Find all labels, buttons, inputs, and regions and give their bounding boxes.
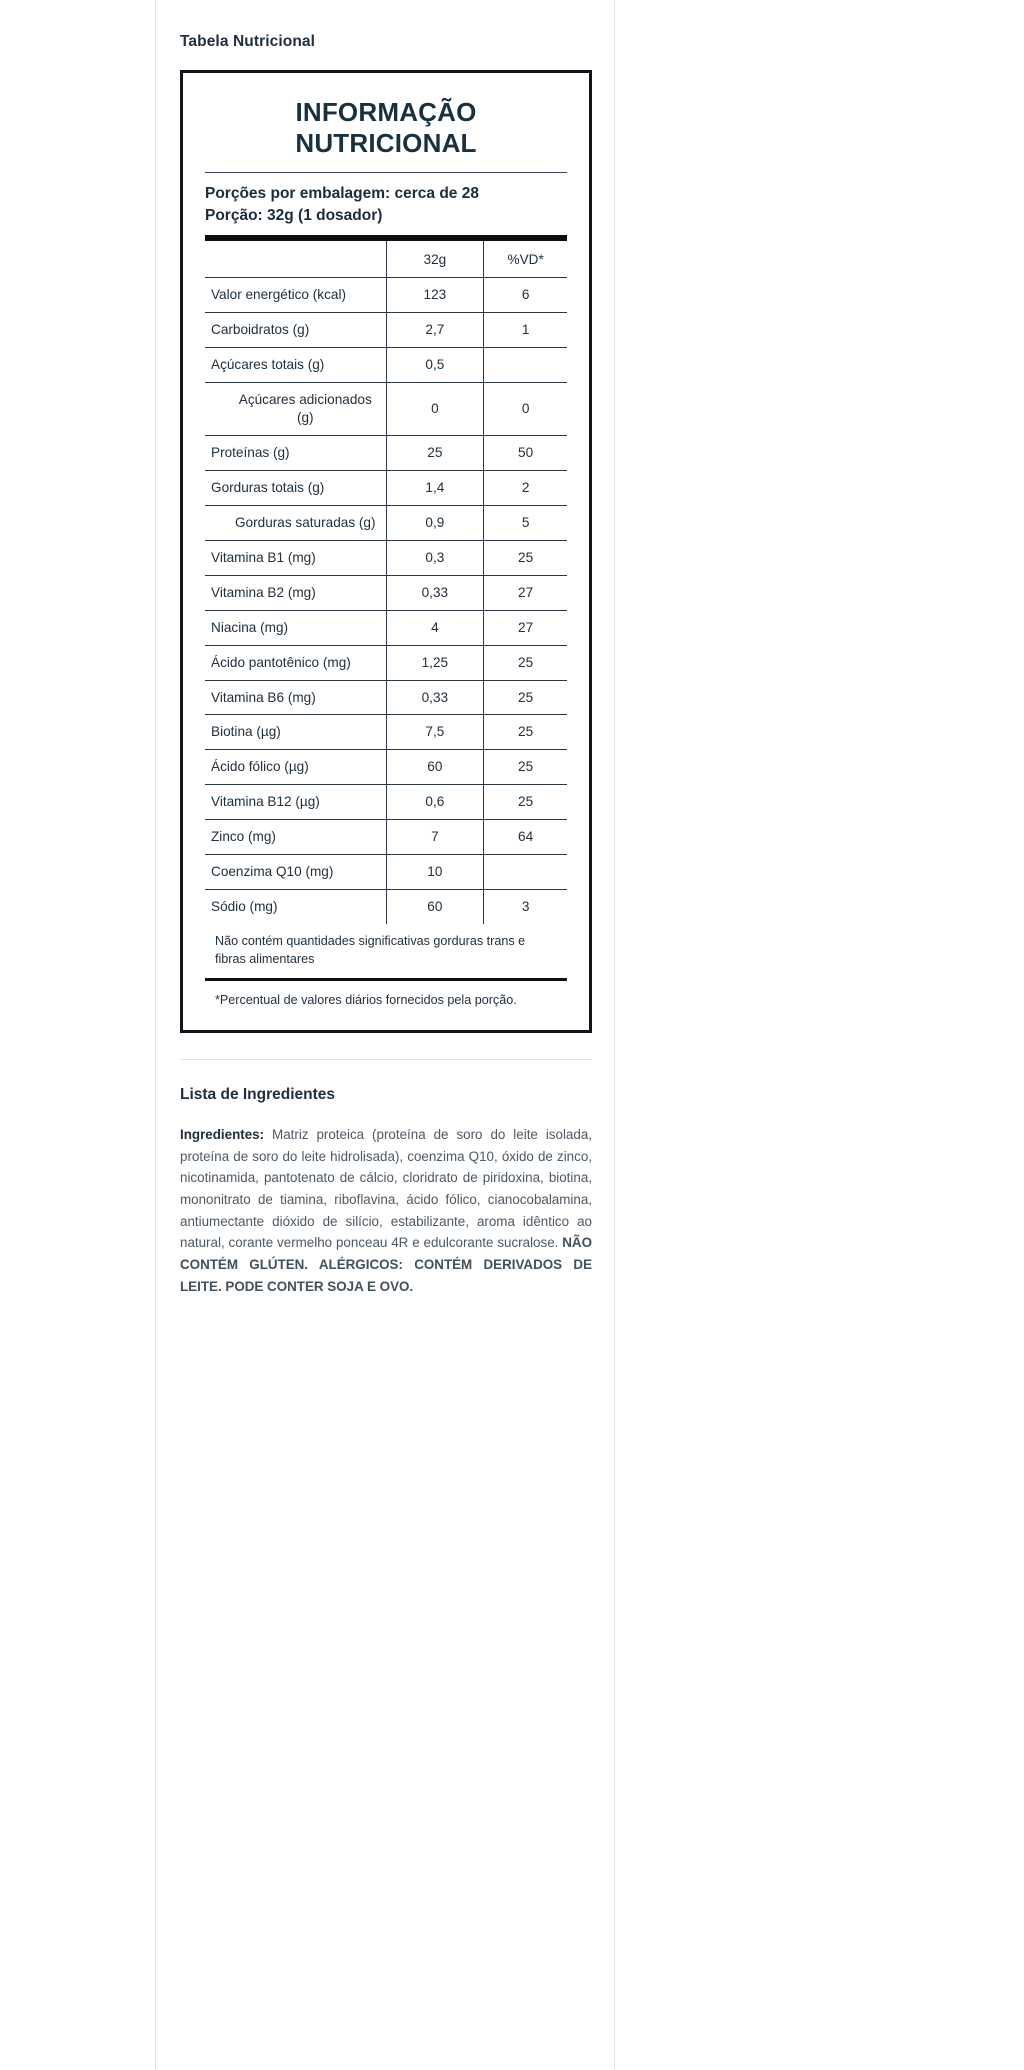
nutrient-amount: 2,7 [386,313,484,348]
nutrient-amount: 25 [386,435,484,470]
table-row [205,645,567,680]
nutrient-name: Açúcares adicionados (g) [205,383,386,436]
ingredients-text: Matriz proteica (proteína de soro do leite isolada, proteína de soro do leite hidrolisada), coenzima Q10, óxido de zinco, nicotinamida, pantotenato de cálcio, cloridrato de piridoxina, biotina, mononitrato de tiamina, riboflavina, ácido fólico, cianocobalamina, antiumectante dióxido de silício, estabilizante, aroma idêntico ao natural, corante vermelho ponceau 4R e edulcorante sucralose. [180,1126,592,1251]
table-row [205,313,567,348]
nutrient-name: Coenzima Q10 (mg) [205,855,386,890]
nutrient-dv: 27 [484,575,567,610]
nutrient-amount: 0,5 [386,348,484,383]
nutrient-dv: 27 [484,610,567,645]
ingredients-section-title: Lista de Ingredientes [180,1085,336,1103]
nutrient-name: Carboidratos (g) [205,313,386,348]
table-row [205,575,567,610]
table-row [205,435,567,470]
nutrient-name: Vitamina B2 (mg) [205,575,386,610]
table-row [205,278,567,313]
nutrient-dv: 25 [484,680,567,715]
nutrient-dv: 3 [484,890,567,924]
nutrient-dv: 25 [484,540,567,575]
nutrient-amount: 0,33 [386,680,484,715]
nutrient-name: Gorduras saturadas (g) [205,505,386,540]
nutrient-amount: 4 [386,610,484,645]
nutrition-table [205,241,567,924]
nutrient-amount: 60 [386,750,484,785]
header-cell-dv: %VD* [484,241,567,277]
nutrition-notes [205,924,567,1014]
nutrient-amount: 0,9 [386,505,484,540]
nutrient-name: Gorduras totais (g) [205,470,386,505]
table-row [205,855,567,890]
table-row [205,540,567,575]
nutrient-name: Sódio (mg) [211,899,278,915]
nutrient-amount: 0,6 [386,785,484,820]
table-row [205,348,567,383]
table-row [205,680,567,715]
nutrient-dv: 25 [484,645,567,680]
nutrition-title-line-2: NUTRICIONAL [295,127,477,158]
nutrient-dv: 6 [484,278,567,313]
nutrient-name: Vitamina B1 (mg) [205,540,386,575]
nutrient-dv: 25 [484,715,567,750]
servings-per-package: Porções por embalagem: cerca de 28 [205,185,479,203]
table-row [205,785,567,820]
nutrition-section-title: Tabela Nutricional [180,33,316,50]
nutrient-name: Vitamina B12 (µg) [205,785,386,820]
table-header-row [205,241,567,277]
header-cell-amount: 32g [386,241,484,277]
nutrient-amount: 1,4 [386,470,484,505]
nutrient-amount: 1,25 [386,645,484,680]
nutrient-dv: 25 [484,750,567,785]
nutrient-name: Açúcares totais (g) [205,348,386,383]
nutrient-dv: 0 [484,383,567,436]
nutrient-dv: 64 [484,820,567,855]
table-row [205,715,567,750]
note-daily-values: *Percentual de valores diários fornecidos pela porção. [215,993,517,1008]
nutrition-facts-title [197,87,575,158]
table-row [205,505,567,540]
note-not-significant: Não contém quantidades significativas gorduras trans e fibras alimentares [205,924,567,981]
nutrition-title-line-1: INFORMAÇÃO [295,97,477,127]
nutrient-dv [484,348,567,383]
nutrient-amount: 0 [386,383,484,436]
ingredients-paragraph [180,1124,592,1298]
table-row [205,890,567,924]
nutrient-amount: 7,5 [386,715,484,750]
nutrient-amount: 123 [386,278,484,313]
nutrition-facts-panel [180,70,592,1033]
nutrient-dv: 25 [484,785,567,820]
nutrient-amount: 7 [386,820,484,855]
nutrient-amount: 0,33 [386,575,484,610]
nutrition-table-body [205,241,567,924]
nutrient-amount: 10 [386,855,484,890]
nutrient-amount: 60 [386,890,484,924]
nutrient-dv [484,855,567,890]
nutrient-name: Zinco (mg) [205,820,386,855]
nutrient-name: Ácido pantotênico (mg) [205,645,386,680]
table-row [205,750,567,785]
serving-size: Porção: 32g (1 dosador) [205,207,383,225]
content-column [155,0,615,2070]
table-row [205,820,567,855]
allergen-warning: NÃO CONTÉM GLÚTEN. ALÉRGICOS: CONTÉM DERIVADOS DE LEITE. PODE CONTER SOJA E OVO. [180,1235,592,1294]
nutrient-dv: 2 [484,470,567,505]
nutrient-name: Niacina (mg) [205,610,386,645]
nutrient-name: Vitamina B6 (mg) [205,680,386,715]
nutrient-dv: 50 [484,435,567,470]
ingredients-label: Ingredientes: [180,1126,265,1142]
table-row [205,470,567,505]
table-row [205,610,567,645]
nutrient-name: Biotina (µg) [205,715,386,750]
nutrient-amount: 0,3 [386,540,484,575]
table-row [205,383,567,436]
serving-info [197,173,575,227]
nutrient-name: Valor energético (kcal) [205,278,386,313]
nutrient-name: Proteínas (g) [205,435,386,470]
nutrient-dv: 1 [484,313,567,348]
header-cell-nutrient [205,241,386,277]
nutrient-name: Ácido fólico (µg) [205,750,386,785]
nutrient-dv: 5 [484,505,567,540]
